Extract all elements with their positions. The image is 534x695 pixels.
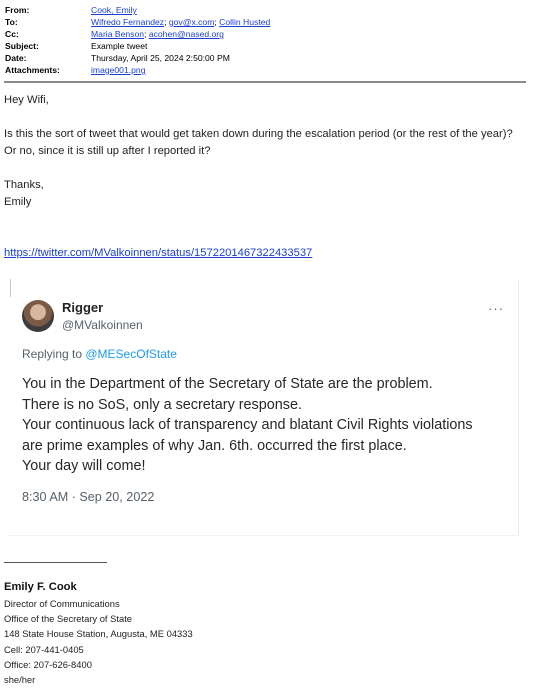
- tweet-line: You in the Department of the Secretary of State are the problem.: [22, 376, 433, 392]
- header-divider: [4, 81, 526, 83]
- tweet-text: [22, 374, 512, 477]
- subject-value: Example tweet: [91, 41, 148, 51]
- embedded-tweet-image: [8, 279, 519, 536]
- to-link-husted[interactable]: Collin Husted: [219, 17, 271, 27]
- tweet-line: Your day will come!: [22, 458, 146, 474]
- signature-divider: [4, 562, 107, 563]
- replying-mention: @MESecOfState: [85, 347, 177, 361]
- cc-row: Cc: Maria Benson; acohen@nased.org: [5, 29, 224, 39]
- to-label: To:: [5, 17, 18, 27]
- date-value: Thursday, April 25, 2024 2:50:00 PM: [91, 53, 230, 63]
- to-link-gov[interactable]: gov@x.com: [168, 17, 215, 27]
- signature-pronouns: she/her: [4, 674, 36, 686]
- signature-title: Director of Communications: [4, 598, 120, 609]
- date-label: Date:: [5, 53, 27, 63]
- signature-address: 148 State House Station, Augusta, ME 04333: [4, 628, 193, 640]
- date-row: [5, 52, 526, 64]
- signature-office: Office of the Secretary of State: [4, 613, 133, 625]
- signature-cell: Cell: 207-441-0405: [4, 643, 84, 655]
- tweet-author-handle: @MValkoinnen: [62, 318, 143, 332]
- subject-label: Subject:: [5, 41, 39, 51]
- cc-label: Cc:: [5, 29, 19, 39]
- attachments-label: Attachments:: [5, 65, 60, 75]
- cc-link-acohen[interactable]: acohen@nased.org: [148, 29, 224, 39]
- email-header: [5, 4, 526, 76]
- tweet-line: Your continuous lack of transparency and blatant Civil Rights violations: [22, 417, 473, 433]
- from-link[interactable]: Cook, Emily: [91, 5, 137, 15]
- tweet-url-link[interactable]: https://twitter.com/MValkoinnen/status/1572201467322433537: [4, 247, 313, 259]
- closing-name: Emily: [4, 196, 32, 208]
- from-row: [5, 4, 526, 16]
- subject-row: [5, 40, 526, 52]
- signature-name: Emily F. Cook: [4, 581, 77, 593]
- thread-line: [10, 279, 11, 297]
- cc-link-benson[interactable]: Maria Benson: [91, 29, 145, 39]
- tweet-author-name: Rigger: [62, 300, 104, 315]
- avatar: [22, 300, 54, 332]
- more-options-icon: ···: [488, 301, 504, 316]
- to-row: To: Wifredo Fernandez; gov@x.com; Collin Husted: [5, 17, 271, 27]
- body-paragraph: Is this the sort of tweet that would get taken down during the escalation period (or the rest of the year)? Or no, since it is still up after I reported it?: [4, 128, 513, 157]
- tweet-line: are prime examples of why Jan. 6th. occurred the first place.: [22, 437, 407, 454]
- attachment-link[interactable]: image001.png: [91, 65, 146, 75]
- replying-to: [22, 347, 177, 361]
- to-link-fernandez[interactable]: Wifredo Fernandez: [91, 17, 165, 27]
- tweet-line: There is no SoS, only a secretary response.: [22, 396, 302, 413]
- attachments-row: [5, 64, 526, 76]
- signature-block: [4, 579, 193, 687]
- closing: Thanks,: [4, 179, 44, 191]
- tweet-timestamp: 8:30 AM · Sep 20, 2022: [22, 490, 155, 504]
- greeting: Hey Wifi,: [4, 94, 49, 106]
- signature-office-phone: Office: 207-626-8400: [4, 658, 92, 670]
- from-label: From:: [5, 5, 30, 15]
- replying-prefix: Replying to: [22, 347, 86, 361]
